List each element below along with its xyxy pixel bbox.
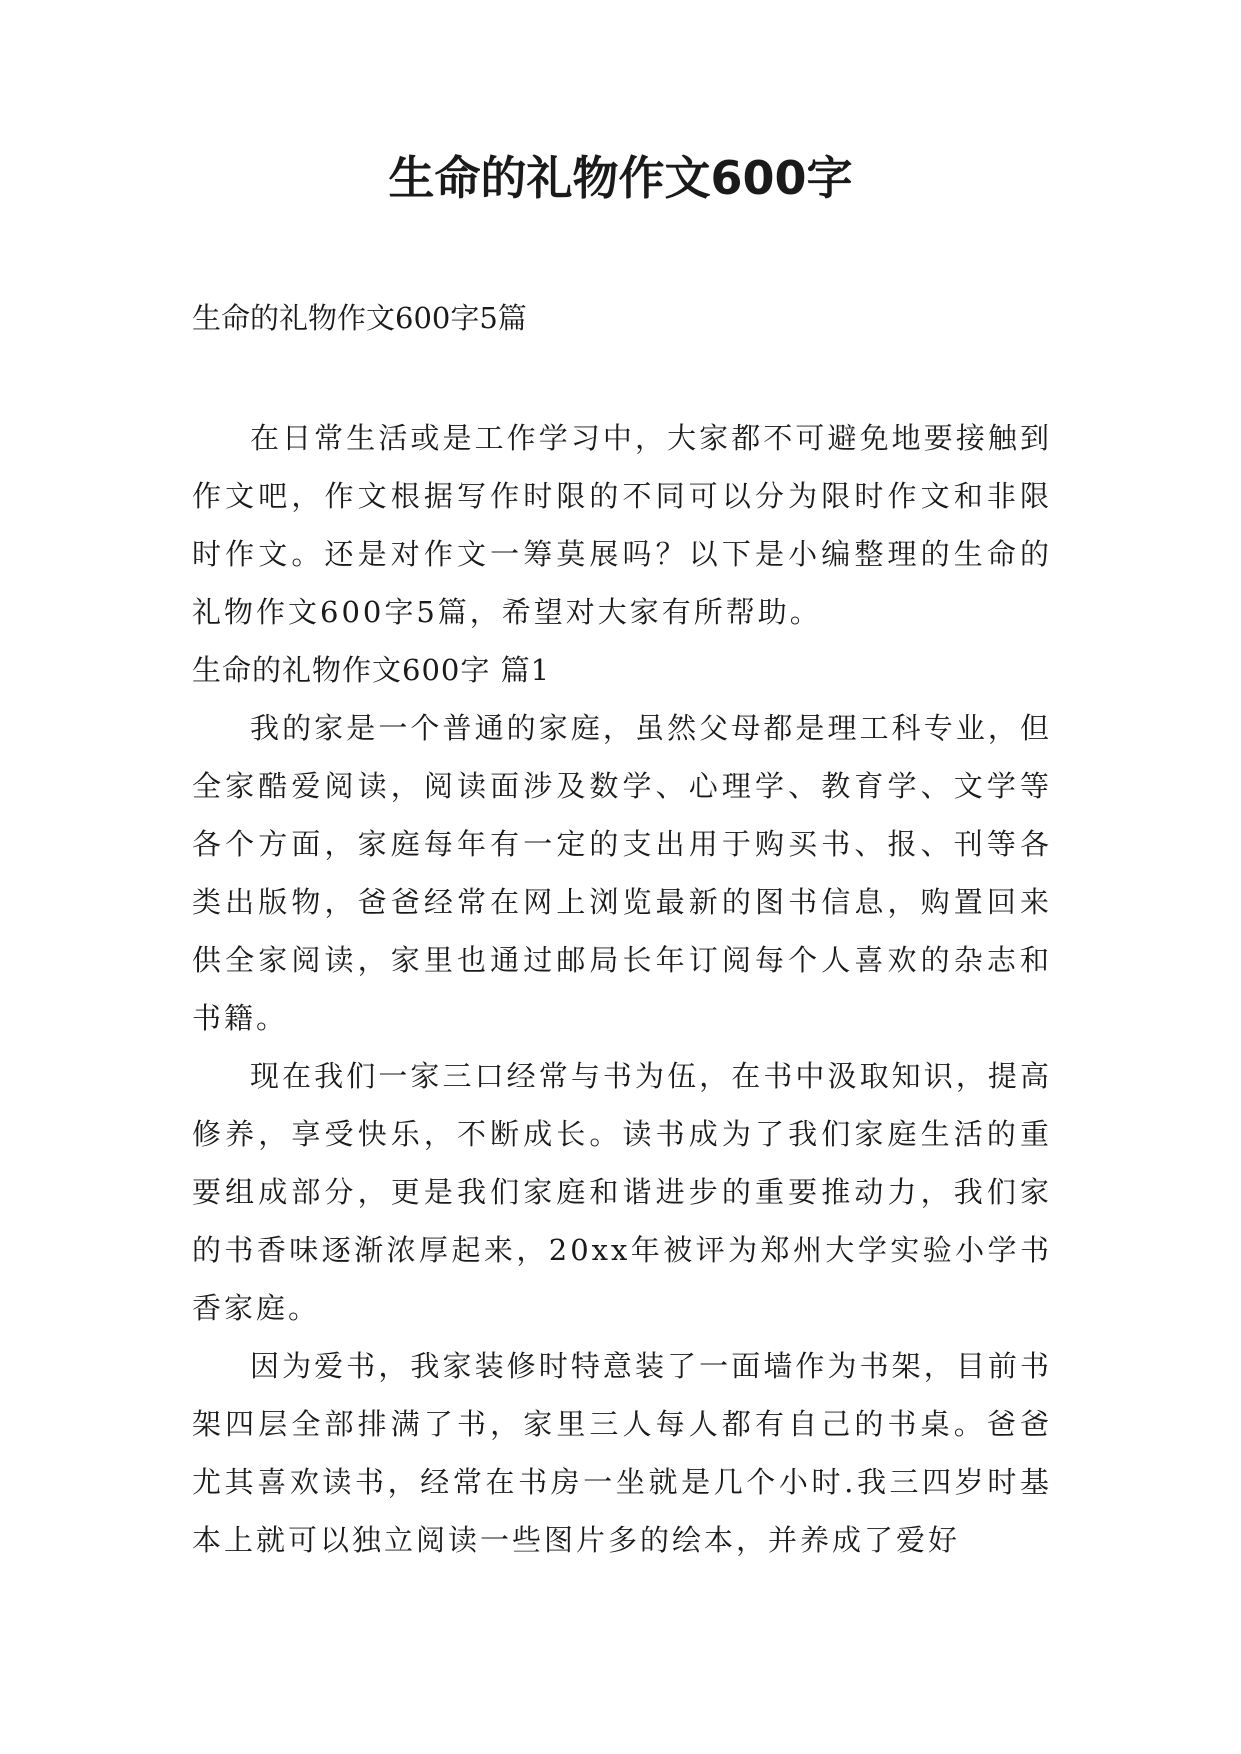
body-paragraph-1: 我的家是一个普通的家庭，虽然父母都是理工科专业，但全家酷爱阅读，阅读面涉及数学、心理学、教育学、文学等各个方面，家庭每年有一定的支出用于购买书、报、刊等各类出版物，爸爸经常在网上浏览最新的图书信息，购置回来供全家阅读，家里也通过邮局长年订阅每个人喜欢的杂志和书籍。	[192, 711, 1052, 1035]
body-paragraph-3: 因为爱书，我家装修时特意装了一面墙作为书架，目前书架四层全部排满了书，家里三人每人都有自己的书桌。爸爸尤其喜欢读书，经常在书房一坐就是几个小时.我三四岁时基本上就可以独立阅读一些图片多的绘本，并养成了爱好	[192, 1349, 1052, 1557]
section-heading: 生命的礼物作文600字 篇1	[192, 653, 551, 687]
document-body	[192, 409, 1052, 1569]
document-subtitle: 生命的礼物作文600字5篇	[192, 301, 527, 335]
intro-paragraph: 在日常生活或是工作学习中，大家都不可避免地要接触到作文吧，作文根据写作时限的不同可以分为限时作文和非限时作文。还是对作文一筹莫展吗？以下是小编整理的生命的礼物作文600字5篇，希望对大家有所帮助。	[192, 421, 1052, 629]
document-title: 生命的礼物作文600字	[388, 151, 853, 205]
body-paragraph-2: 现在我们一家三口经常与书为伍，在书中汲取知识，提高修养，享受快乐，不断成长。读书成为了我们家庭生活的重要组成部分，更是我们家庭和谐进步的重要推动力，我们家的书香味逐渐浓厚起来，20xx年被评为郑州大学实验小学书香家庭。	[192, 1059, 1052, 1325]
